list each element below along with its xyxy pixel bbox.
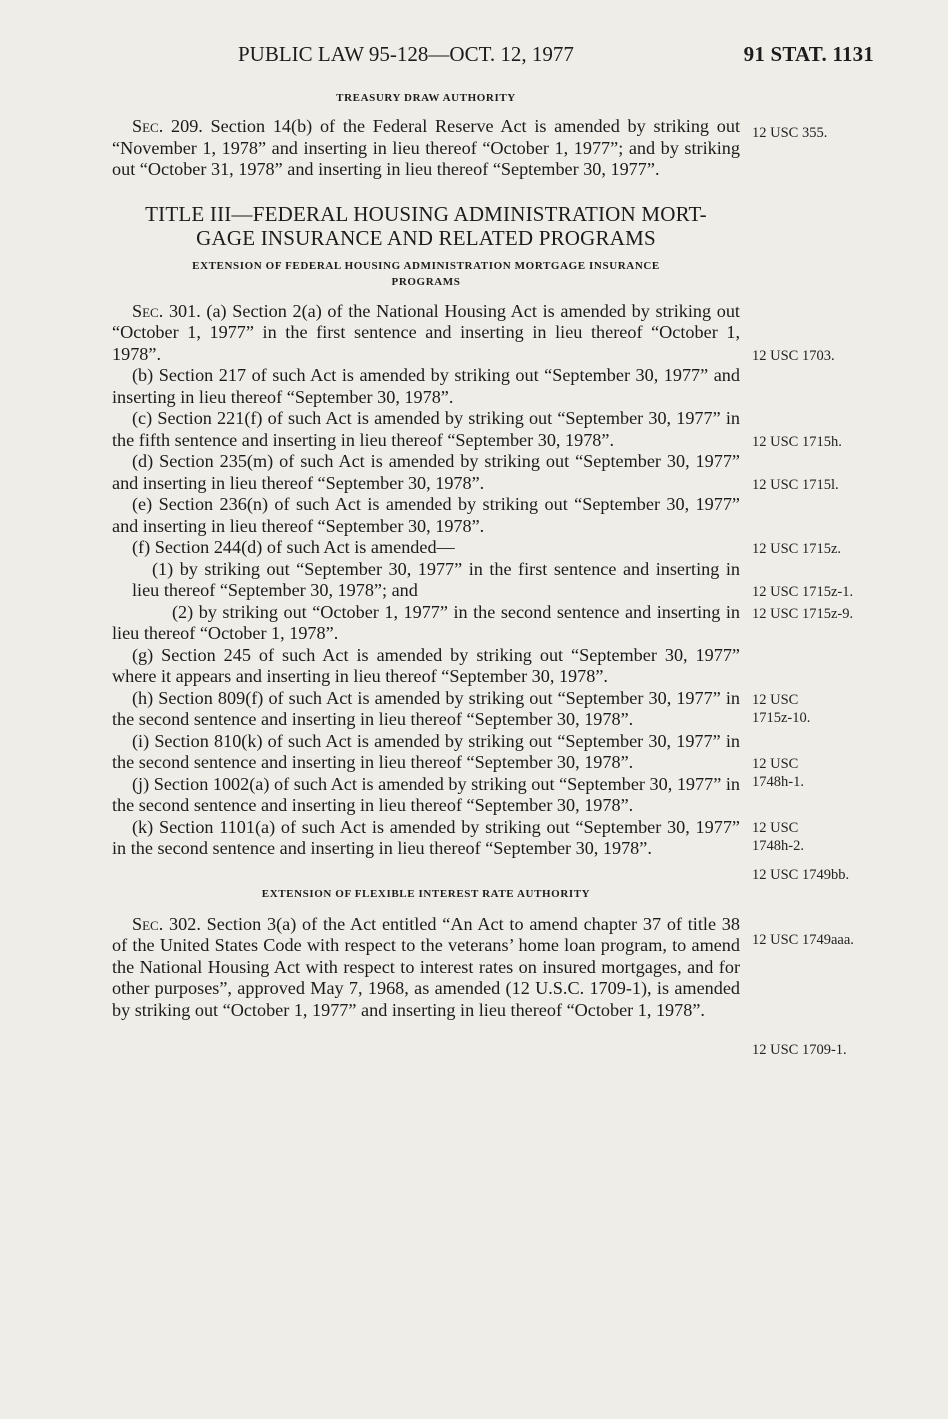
margin-note: 1748h-2. [752, 838, 804, 854]
header-page-number: 91 STAT. 1131 [743, 42, 874, 66]
section-209-body: 209. Section 14(b) of the Federal Reserve Act is amended by striking out “November 1, 1978” and inserting in lieu thereof “October 1, 1977”; and by striking out “October 31, 1978” and inserting in lieu thereof “September 30, 1977”. [112, 116, 740, 179]
section-301-a-body: 301. (a) Section 2(a) of the National Housing Act is amended by striking out “October 1, 1977” in the first sentence and inserting in lieu thereof “October 1, 1978”. [112, 300, 740, 364]
section-301-h: (h) Section 809(f) of such Act is amended by striking out “September 30, 1977” in the second sentence and inserting in lieu thereof “September 30, 1978”. [112, 687, 740, 729]
margin-note: 12 USC [752, 820, 799, 836]
running-header [0, 42, 948, 74]
margin-note: 12 USC 1715z-1. [752, 584, 854, 600]
sec-label: Sec. [132, 300, 164, 321]
section-209-text [112, 116, 740, 181]
margin-note: 12 USC 1715l. [752, 477, 839, 493]
section-302-caption: EXTENSION OF FLEXIBLE INTEREST RATE AUTHORITY [261, 887, 591, 900]
margin-note: 12 USC 1703. [752, 348, 835, 364]
margin-note: 12 USC 1715h. [752, 434, 842, 450]
margin-note: 12 USC 1715z-9. [752, 606, 854, 622]
section-301-f: (f) Section 244(d) of such Act is amended— [132, 537, 455, 557]
section-301-j: (j) Section 1002(a) of such Act is amended by striking out “September 30, 1977” in the second sentence and inserting in lieu thereof “September 30, 1978”. [112, 773, 740, 815]
margin-note: 12 USC [752, 692, 799, 708]
header-citation: PUBLIC LAW 95-128—OCT. 12, 1977 [238, 42, 574, 66]
title-iii-line-2: GAGE INSURANCE AND RELATED PROGRAMS [196, 225, 656, 250]
section-301-c: (c) Section 221(f) of such Act is amended by striking out “September 30, 1977” in the fifth sentence and inserting in lieu thereof “September 30, 1978”. [112, 408, 740, 450]
section-301-caption-1: EXTENSION OF FEDERAL HOUSING ADMINISTRATION MORTGAGE INSURANCE [192, 259, 660, 272]
section-301-caption-2: PROGRAMS [391, 275, 461, 288]
section-302-text [112, 914, 740, 1022]
margin-note: 12 USC 1709-1. [752, 1042, 847, 1058]
margin-note: 12 USC 1749aaa. [752, 932, 854, 948]
margin-note: 1715z-10. [752, 710, 811, 726]
margin-note: 12 USC 1715z. [752, 541, 842, 557]
section-302-body: 302. Section 3(a) of the Act entitled “An Act to amend chapter 37 of title 38 of the United States Code with respect to the veterans’ home loan program, to amend the National Housing Act with respect to interest rates on insured mortgages, and for other purposes”, approved May 7, 1968, as amended (12 U.S.C. 1709-1), is amended by striking out “October 1, 1977” and inserting in lieu thereof “October 1, 1978”. [112, 913, 740, 1020]
margin-note: 12 USC 1749bb. [752, 867, 850, 883]
section-301-a [112, 301, 740, 366]
title-iii-line-1: TITLE III—FEDERAL HOUSING ADMINISTRATION MORT- [145, 201, 707, 226]
margin-note: 1748h-1. [752, 774, 804, 790]
section-301-f-2: (2) by striking out “October 1, 1977” in the second sentence and inserting in lieu thereof “October 1, 1978”. [112, 601, 740, 643]
margin-note: 12 USC [752, 756, 799, 772]
section-301-i: (i) Section 810(k) of such Act is amended by striking out “September 30, 1977” in the second sentence and inserting in lieu thereof “September 30, 1978”. [112, 730, 740, 772]
section-301-b: (b) Section 217 of such Act is amended by striking out “September 30, 1977” and inserting in lieu thereof “September 30, 1978”. [112, 365, 740, 407]
sec-label: Sec. [132, 913, 164, 934]
section-301-e: (e) Section 236(n) of such Act is amended by striking out “September 30, 1977” and inserting in lieu thereof “September 30, 1978”. [112, 494, 740, 536]
section-301-k: (k) Section 1101(a) of such Act is amended by striking out “September 30, 1977” in the second sentence and inserting in lieu thereof “September 30, 1978”. [112, 816, 740, 858]
section-301-f-1: (1) by striking out “September 30, 1977” in the first sentence and inserting in lieu thereof “September 30, 1978”; and [132, 558, 740, 600]
page-body [112, 90, 740, 1021]
margin-note: 12 USC 355. [752, 125, 828, 141]
sec-label: Sec. [132, 116, 164, 136]
section-301-g: (g) Section 245 of such Act is amended by striking out “September 30, 1977” where it appears and inserting in lieu thereof “September 30, 1978”. [112, 644, 740, 686]
section-209-caption: TREASURY DRAW AUTHORITY [336, 92, 516, 104]
section-301-d: (d) Section 235(m) of such Act is amended by striking out “September 30, 1977” and inserting in lieu thereof “September 30, 1978”. [112, 451, 740, 493]
